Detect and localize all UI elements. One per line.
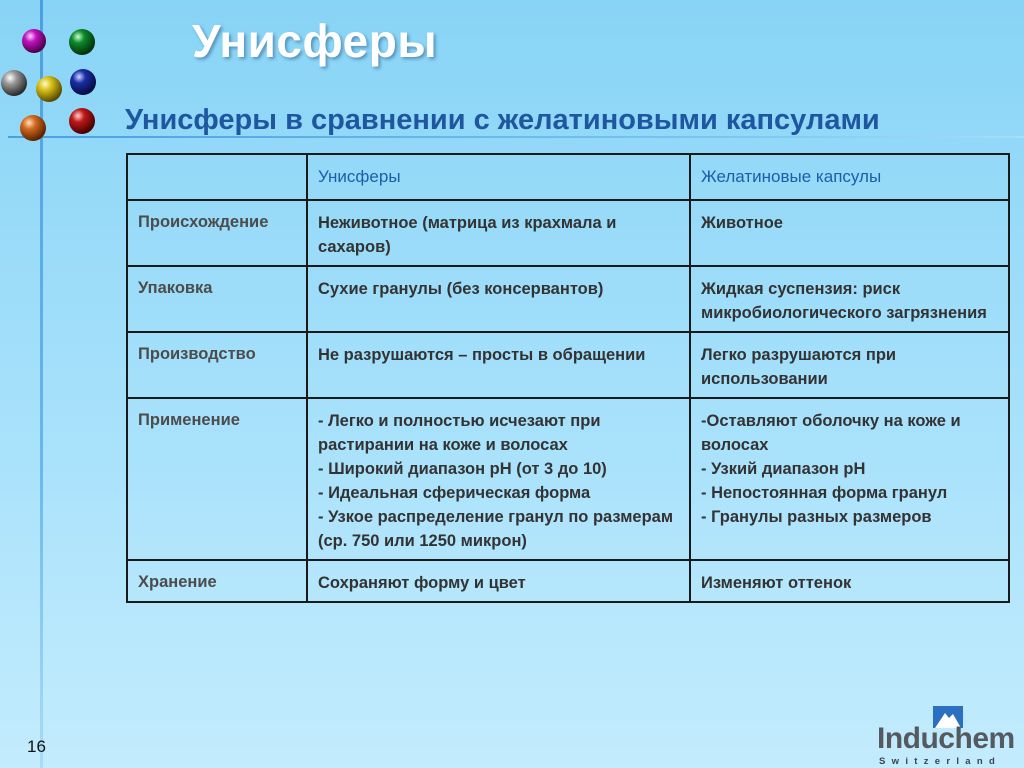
row-label-storage: Хранение xyxy=(127,560,307,602)
table-row xyxy=(127,560,1009,602)
cell-text: - Идеальная сферическая форма xyxy=(318,484,591,502)
cell-text: - Непостоянная форма гранул xyxy=(701,484,948,502)
red-sphere xyxy=(69,108,95,134)
cell-unispheres-packaging xyxy=(307,266,690,332)
green-sphere xyxy=(69,29,95,55)
cell-gelatin-origin xyxy=(690,200,1009,266)
row-label-origin: Происхождение xyxy=(127,200,307,266)
orange-sphere xyxy=(20,115,46,141)
cell-text: Неживотное (матрица из крахмала и сахаров) xyxy=(318,214,617,256)
cell-text: Сохраняют форму и цвет xyxy=(318,574,526,592)
cell-text: Не разрушаются – просты в обращении xyxy=(318,346,646,364)
magenta-sphere xyxy=(22,29,46,53)
header-empty-cell xyxy=(127,154,307,200)
row-label-production: Производство xyxy=(127,332,307,398)
table-row xyxy=(127,266,1009,332)
cell-text: Легко разрушаются при использовании xyxy=(701,346,897,388)
cell-text: - Широкий диапазон pH (от 3 до 10) xyxy=(318,460,607,478)
cell-unispheres-origin xyxy=(307,200,690,266)
table-header-row xyxy=(127,154,1009,200)
decorative-spheres xyxy=(0,0,110,150)
cell-text: - Гранулы разных размеров xyxy=(701,508,932,526)
row-label-packaging: Упаковка xyxy=(127,266,307,332)
cell-gelatin-production xyxy=(690,332,1009,398)
slide-title: Унисферы xyxy=(192,15,438,67)
header-unispheres: Унисферы xyxy=(307,154,690,200)
blue-sphere xyxy=(70,69,96,95)
row-label-application: Применение xyxy=(127,398,307,560)
yellow-sphere xyxy=(36,76,62,102)
table-row xyxy=(127,398,1009,560)
cell-text: -Оставляют оболочку на коже и волосах xyxy=(701,412,961,454)
cell-unispheres-application xyxy=(307,398,690,560)
table-row xyxy=(127,332,1009,398)
cell-gelatin-storage xyxy=(690,560,1009,602)
header-gelatin-capsules: Желатиновые капсулы xyxy=(690,154,1009,200)
cell-unispheres-production xyxy=(307,332,690,398)
cell-unispheres-storage xyxy=(307,560,690,602)
cell-text: - Легко и полностью исчезают при растирании на коже и волосах xyxy=(318,412,601,454)
cell-text: Сухие гранулы (без консервантов) xyxy=(318,280,604,298)
cell-text: - Узкий диапазон pH xyxy=(701,460,866,478)
logo-country: Switzerland xyxy=(879,756,1002,767)
table-row xyxy=(127,200,1009,266)
cell-text: Животное xyxy=(701,214,783,232)
logo-name: Induchem xyxy=(877,722,1015,755)
gray-sphere xyxy=(1,70,27,96)
comparison-table xyxy=(126,153,1010,603)
induchem-logo xyxy=(875,706,1024,768)
cell-text: - Узкое распределение гранул по размерам (ср. 750 или 1250 микрон) xyxy=(318,508,674,550)
cell-gelatin-application xyxy=(690,398,1009,560)
cell-gelatin-packaging xyxy=(690,266,1009,332)
page-number: 16 xyxy=(27,737,46,756)
cell-text: Жидкая суспензия: риск микробиологического загрязнения xyxy=(701,280,987,322)
cell-text: Изменяют оттенок xyxy=(701,574,852,592)
slide-subtitle: Унисферы в сравнении с желатиновыми капсулами xyxy=(125,104,880,136)
